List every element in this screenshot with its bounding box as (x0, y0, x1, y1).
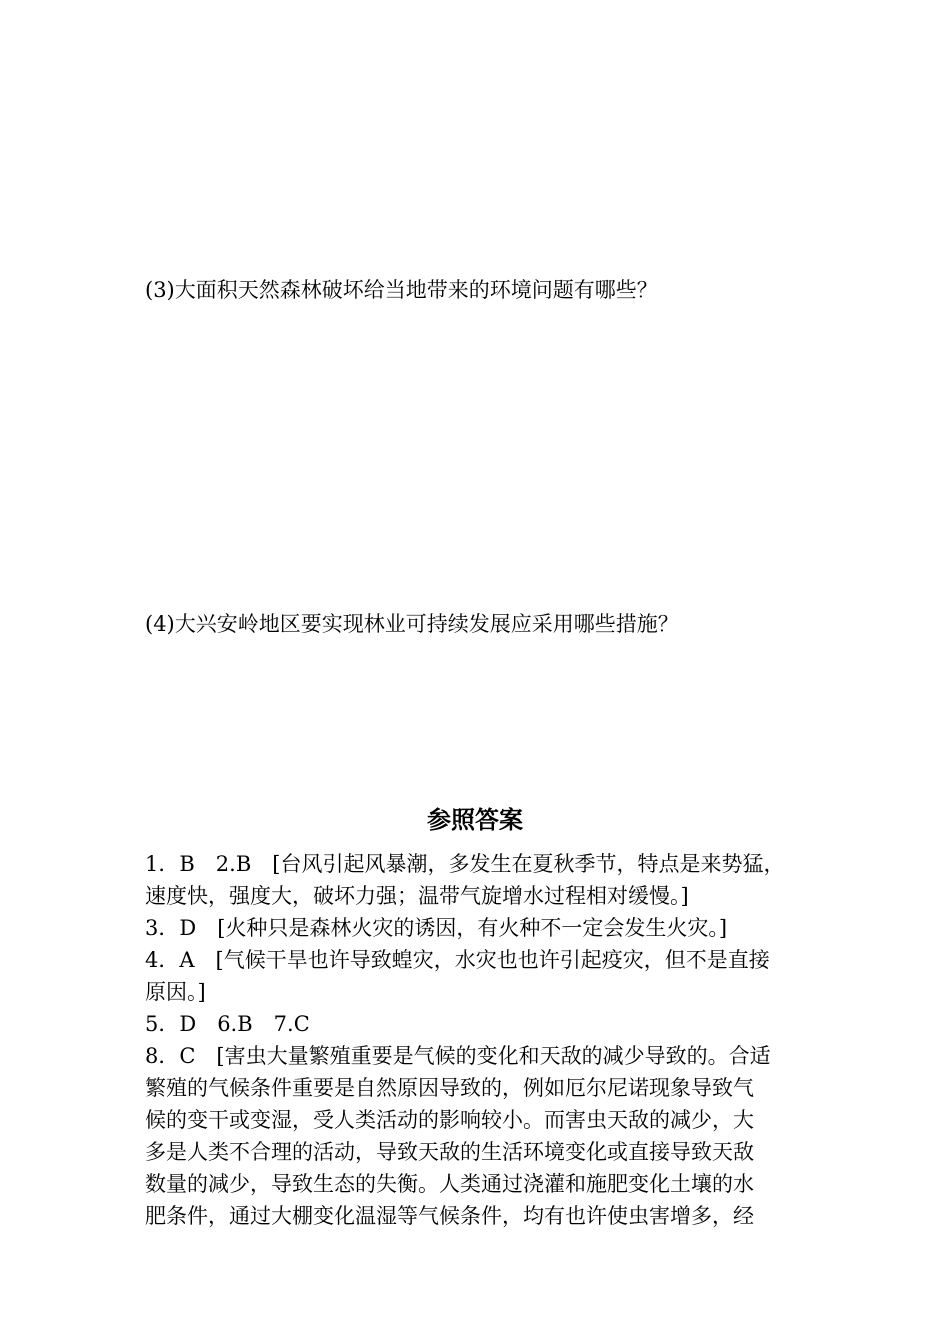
answer-line: 4．A [气候干旱也许导致蝗灾，水灾也也许引起疫灾，但不是直接 (145, 948, 770, 972)
question-4: (4)大兴安岭地区要实现林业可持续发展应采用哪些措施？ (145, 612, 679, 636)
answer-line: 速度快，强度大，破坏力强；温带气旋增水过程相对缓慢。] (145, 884, 689, 908)
answer-line: 肥条件，通过大棚变化温湿等气候条件，均有也许使虫害增多，经 (145, 1204, 754, 1228)
answer-line: 多是人类不合理的活动，导致天敌的生活环境变化或直接导致天敌 (145, 1140, 754, 1164)
answer-line: 繁殖的气候条件重要是自然原因导致的，例如厄尔尼诺现象导致气 (145, 1076, 754, 1100)
answer-line: 候的变干或变湿，受人类活动的影响较小。而害虫天敌的减少，大 (145, 1108, 754, 1132)
answer-list (145, 848, 810, 1232)
question-3: (3)大面积天然森林破坏给当地带来的环境问题有哪些？ (145, 278, 658, 302)
answer-line: 3．D [火种只是森林火灾的诱因，有火种不一定会发生火灾。] (145, 916, 728, 940)
answer-line: 1．B 2.B [台风引起风暴潮，多发生在夏秋季节，特点是来势猛， (145, 852, 785, 876)
answer-line: 8．C [害虫大量繁殖重要是气候的变化和天敌的减少导致的。合适 (145, 1044, 771, 1068)
answer-line: 原因。] (145, 980, 206, 1004)
answer-line: 5．D 6.B 7.C (145, 1012, 310, 1036)
answer-section-title: 参照答案 (427, 806, 523, 834)
answer-line: 数量的减少，导致生态的失衡。人类通过浇灌和施肥变化土壤的水 (145, 1172, 754, 1196)
